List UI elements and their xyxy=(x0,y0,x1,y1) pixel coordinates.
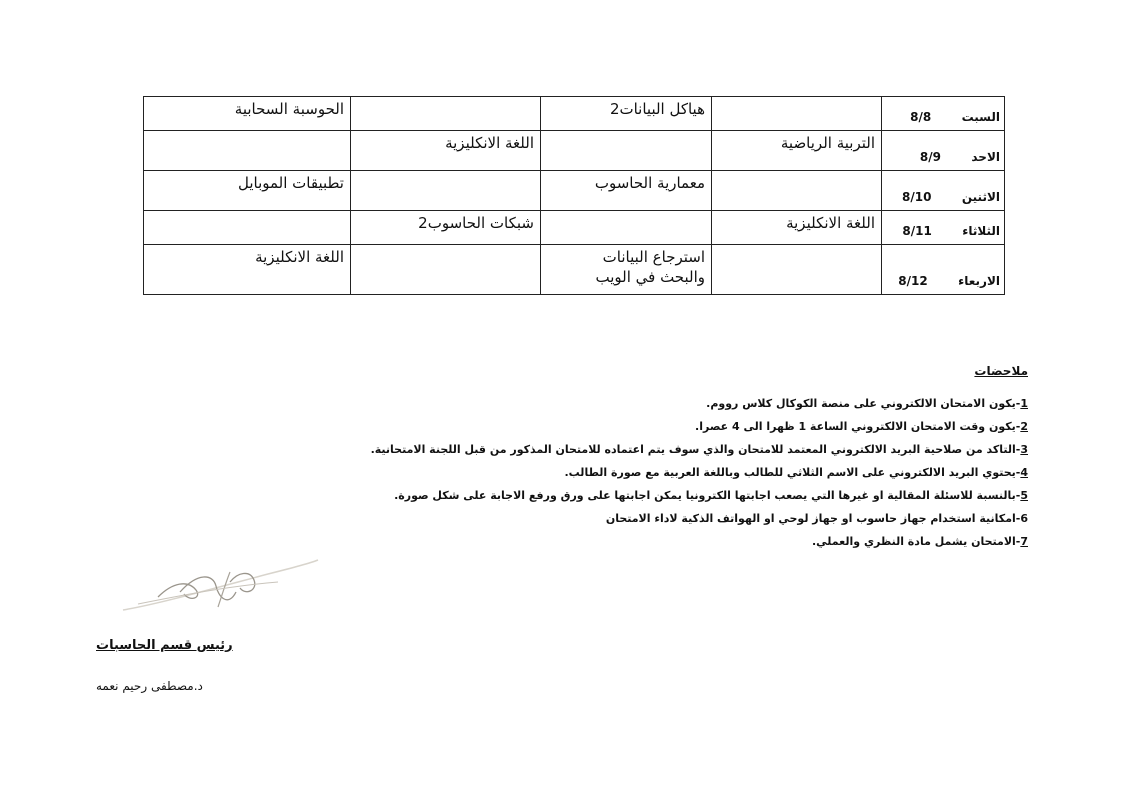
note-item xyxy=(328,484,1028,507)
exam-schedule-table xyxy=(143,96,1005,295)
exam-cell xyxy=(351,171,541,211)
exam-cell xyxy=(541,245,712,295)
note-text: -الامتحان يشمل مادة النظري والعملي. xyxy=(812,535,1021,548)
note-item xyxy=(328,461,1028,484)
note-item xyxy=(328,530,1028,553)
exam-cell: اللغة الانكليزية xyxy=(351,131,541,171)
exam-cell xyxy=(144,211,351,245)
exam-cell: الحوسبة السحابية xyxy=(144,97,351,131)
day-label: الاثنين xyxy=(961,190,1000,204)
department-head-name: د.مصطفى رحيم نعمه xyxy=(96,679,203,693)
exam-cell: اللغة الانكليزية xyxy=(144,245,351,295)
exam-cell: معمارية الحاسوب xyxy=(541,171,712,211)
note-item xyxy=(328,438,1028,461)
table-row xyxy=(144,131,1005,171)
exam-cell: شبكات الحاسوب2 xyxy=(351,211,541,245)
date-label: 8/11 xyxy=(902,224,932,238)
note-text: -يكون الامتحان الالكتروني على منصة الكوكال كلاس رووم. xyxy=(706,397,1021,410)
day-label: السبت xyxy=(961,110,1000,124)
note-text: -يحتوي البريد الالكتروني على الاسم الثلاثي للطالب وباللغة العربية مع صورة الطالب. xyxy=(564,466,1021,479)
day-cell xyxy=(882,131,1005,171)
exam-cell: التربية الرياضية xyxy=(712,131,882,171)
exam-line: والبحث في الويب xyxy=(595,268,705,286)
day-cell xyxy=(882,97,1005,131)
department-head-title: رئيس قسم الحاسبات xyxy=(96,638,233,653)
note-number: 2 xyxy=(1020,420,1028,433)
exam-cell: اللغة الانكليزية xyxy=(712,211,882,245)
notes-section xyxy=(328,364,1028,553)
notes-title: ملاحضات xyxy=(974,364,1028,378)
exam-cell xyxy=(144,131,351,171)
exam-cell: تطبيقات الموبايل xyxy=(144,171,351,211)
table-row xyxy=(144,97,1005,131)
day-cell xyxy=(882,245,1005,295)
note-number: 1 xyxy=(1020,397,1028,410)
notes-list xyxy=(328,392,1028,553)
note-text: -التاكد من صلاحية البريد الالكتروني المعتمد للامتحان والذي سوف يتم اعتماده للامتحان المذكور من قبل اللجنة الامتحانية. xyxy=(370,443,1021,456)
date-label: 8/9 xyxy=(919,150,941,164)
note-item xyxy=(328,415,1028,438)
exam-cell xyxy=(351,245,541,295)
date-label: 8/10 xyxy=(902,190,932,204)
day-cell xyxy=(882,171,1005,211)
table-row xyxy=(144,211,1005,245)
day-cell xyxy=(882,211,1005,245)
note-item xyxy=(328,507,1028,530)
note-number: 5 xyxy=(1020,489,1028,502)
note-number: 3 xyxy=(1020,443,1028,456)
exam-cell: هياكل البيانات2 xyxy=(541,97,712,131)
day-label: الاربعاء xyxy=(958,274,1000,288)
exam-cell xyxy=(541,211,712,245)
exam-cell xyxy=(712,97,882,131)
date-label: 8/12 xyxy=(898,274,928,288)
exam-cell xyxy=(541,131,712,171)
note-number: 7 xyxy=(1020,535,1028,548)
table-row xyxy=(144,245,1005,295)
note-text: -امكانية استخدام جهاز حاسوب او جهاز لوحي او الهواتف الذكية لاداء الامتحان xyxy=(605,512,1021,525)
note-text: -يكون وقت الامتحان الالكتروني الساعة 1 ظهرا الى 4 عصرا. xyxy=(695,420,1021,433)
signature-image xyxy=(118,552,323,617)
note-text: -بالنسبة للاسئلة المقالية او غيرها التي يصعب اجابتها الكترونيا يمكن اجابتها على ورق ورفع الاجابة على شكل صورة. xyxy=(394,489,1021,502)
date-label: 8/8 xyxy=(910,110,932,124)
note-item xyxy=(328,392,1028,415)
exam-line: استرجاع البيانات xyxy=(602,248,705,266)
day-label: الثلاثاء xyxy=(962,224,1000,238)
note-number: 6 xyxy=(1020,512,1028,525)
exam-cell xyxy=(712,171,882,211)
day-label: الاحد xyxy=(971,150,1000,164)
note-number: 4 xyxy=(1020,466,1028,479)
exam-cell xyxy=(351,97,541,131)
exam-cell xyxy=(712,245,882,295)
table-row xyxy=(144,171,1005,211)
